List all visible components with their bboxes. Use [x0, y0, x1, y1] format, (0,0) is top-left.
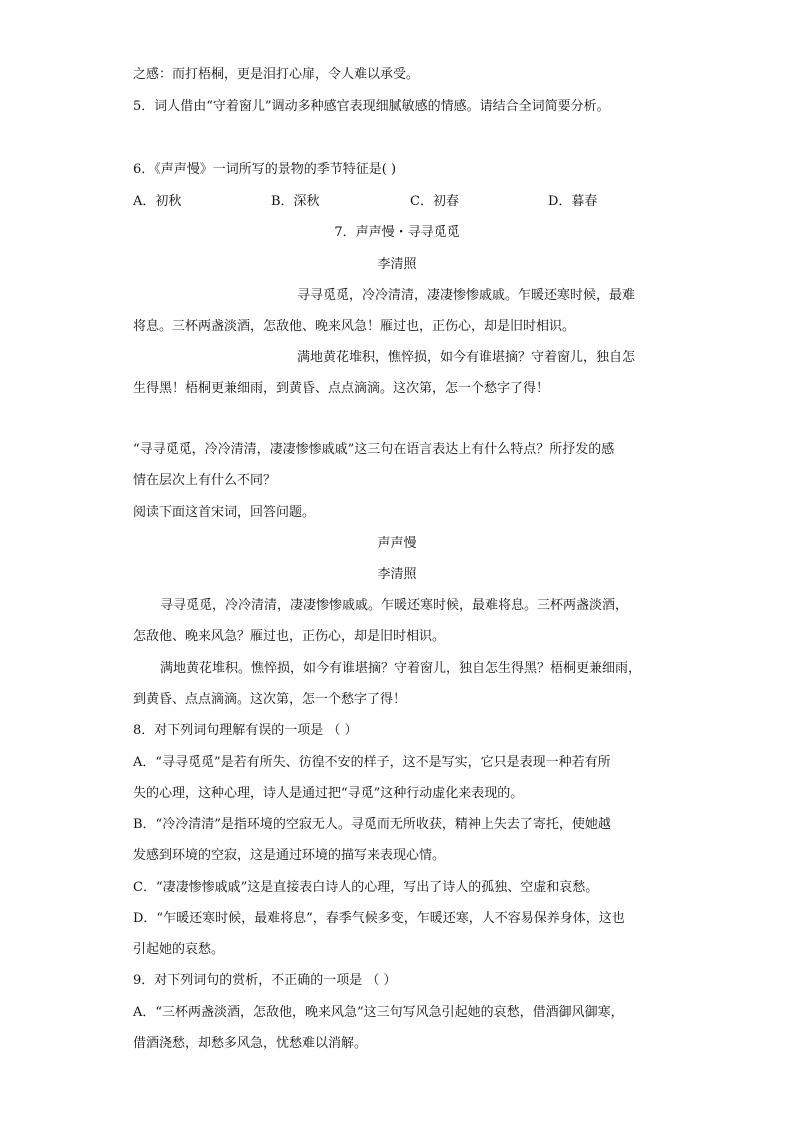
question-8: 8．对下列词句理解有误的一项是 （ ）	[133, 723, 358, 738]
question-5: 5．词人借由“守着窗儿”调动多种感官表现细腻敏感的情感。请结合全词简要分析。	[133, 99, 610, 114]
poem-line: 到黄昏、点点滴滴。这次第，怎一个愁字了得！	[133, 692, 407, 707]
q7-author: 李清照	[377, 257, 417, 272]
q6-option-b: B．深秋	[271, 194, 320, 209]
poem-line: 怎敌他、晚来风急？雁过也，正伤心，却是旧时相识。	[133, 629, 446, 644]
q7-poem-line: 生得黑！梧桐更兼细雨，到黄昏、点点滴滴。这次第，怎一个愁字了得！	[133, 381, 550, 396]
q7-question-line: “寻寻觅觅，冷冷清清，凄凄惨惨戚戚”这三句在语言表达上有什么特点？所抒发的感	[133, 442, 615, 457]
reading-intro: 阅读下面这首宋词，回答问题。	[133, 505, 316, 520]
q8-option-line: D．“乍暖还寒时候，最难将息”，春季气候多变，乍暖还寒，人不容易保养身体，这也	[133, 911, 625, 926]
q6-option-c: C．初春	[410, 194, 459, 209]
q8-option-line: A．“寻寻觅觅”是若有所失、彷徨不安的样子，这不是写实，它只是表现一种若有所	[133, 755, 611, 770]
q8-option-line: B．“冷冷清清”是指环境的空寂无人。寻觅而无所收获，精神上失去了寄托，使她越	[133, 817, 611, 832]
q7-poem-line: 寻寻觅觅，冷冷清清，凄凄惨惨戚戚。乍暖还寒时候，最难	[297, 288, 636, 303]
q7-title: 7．声声慢・寻寻觅觅	[334, 225, 460, 240]
q9-option-line: A．“三杯两盏淡酒，怎敌他，晚来风急”这三句写风急引起她的哀愁，借酒御风御寒，	[133, 1005, 624, 1020]
poem-line: 寻寻觅觅，冷冷清清，凄凄惨惨戚戚。乍暖还寒时候，最难将息。三杯两盏淡酒，	[160, 598, 629, 613]
q8-option-line: 引起她的哀愁。	[133, 942, 225, 957]
q9-option-line: 借酒浇愁，却愁多风急，忧愁难以消解。	[133, 1036, 368, 1051]
q6-option-d: D．暮春	[548, 194, 598, 209]
question-9: 9．对下列词句的赏析，不正确的一项是 （ ）	[133, 973, 397, 988]
question-6: 6．《声声慢》一词所写的景物的季节特征是( )	[133, 162, 397, 177]
q7-poem-line: 满地黄花堆积，憔悴损，如今有谁堪摘？守着窗儿，独自怎	[297, 350, 636, 365]
q8-option-line: 发感到环境的空寂，这是通过环境的描写来表现心情。	[133, 848, 446, 863]
poem-title: 声声慢	[377, 536, 417, 551]
poem-author: 李清照	[377, 567, 417, 582]
poem-line: 满地黄花堆积。憔悴损，如今有谁堪摘？守着窗儿，独自怎生得黑？梧桐更兼细雨，	[160, 661, 642, 676]
q7-question-line: 情在层次上有什么不同？	[133, 473, 277, 488]
q7-poem-line: 将息。三杯两盏淡酒，怎敌他、晚来风急！雁过也，正伤心，却是旧时相识。	[133, 319, 576, 334]
q6-option-a: A．初秋	[133, 194, 182, 209]
q8-option-line: C．“凄凄惨惨戚戚”这是直接表白诗人的心理，写出了诗人的孤独、空虚和哀愁。	[133, 880, 599, 895]
paragraph-line: 之感：而打梧桐，更是泪打心扉，令人难以承受。	[133, 67, 420, 82]
q8-option-line: 失的心理，这种心理，诗人是通过把“寻觅”这种行动虚化来表现的。	[133, 786, 524, 801]
